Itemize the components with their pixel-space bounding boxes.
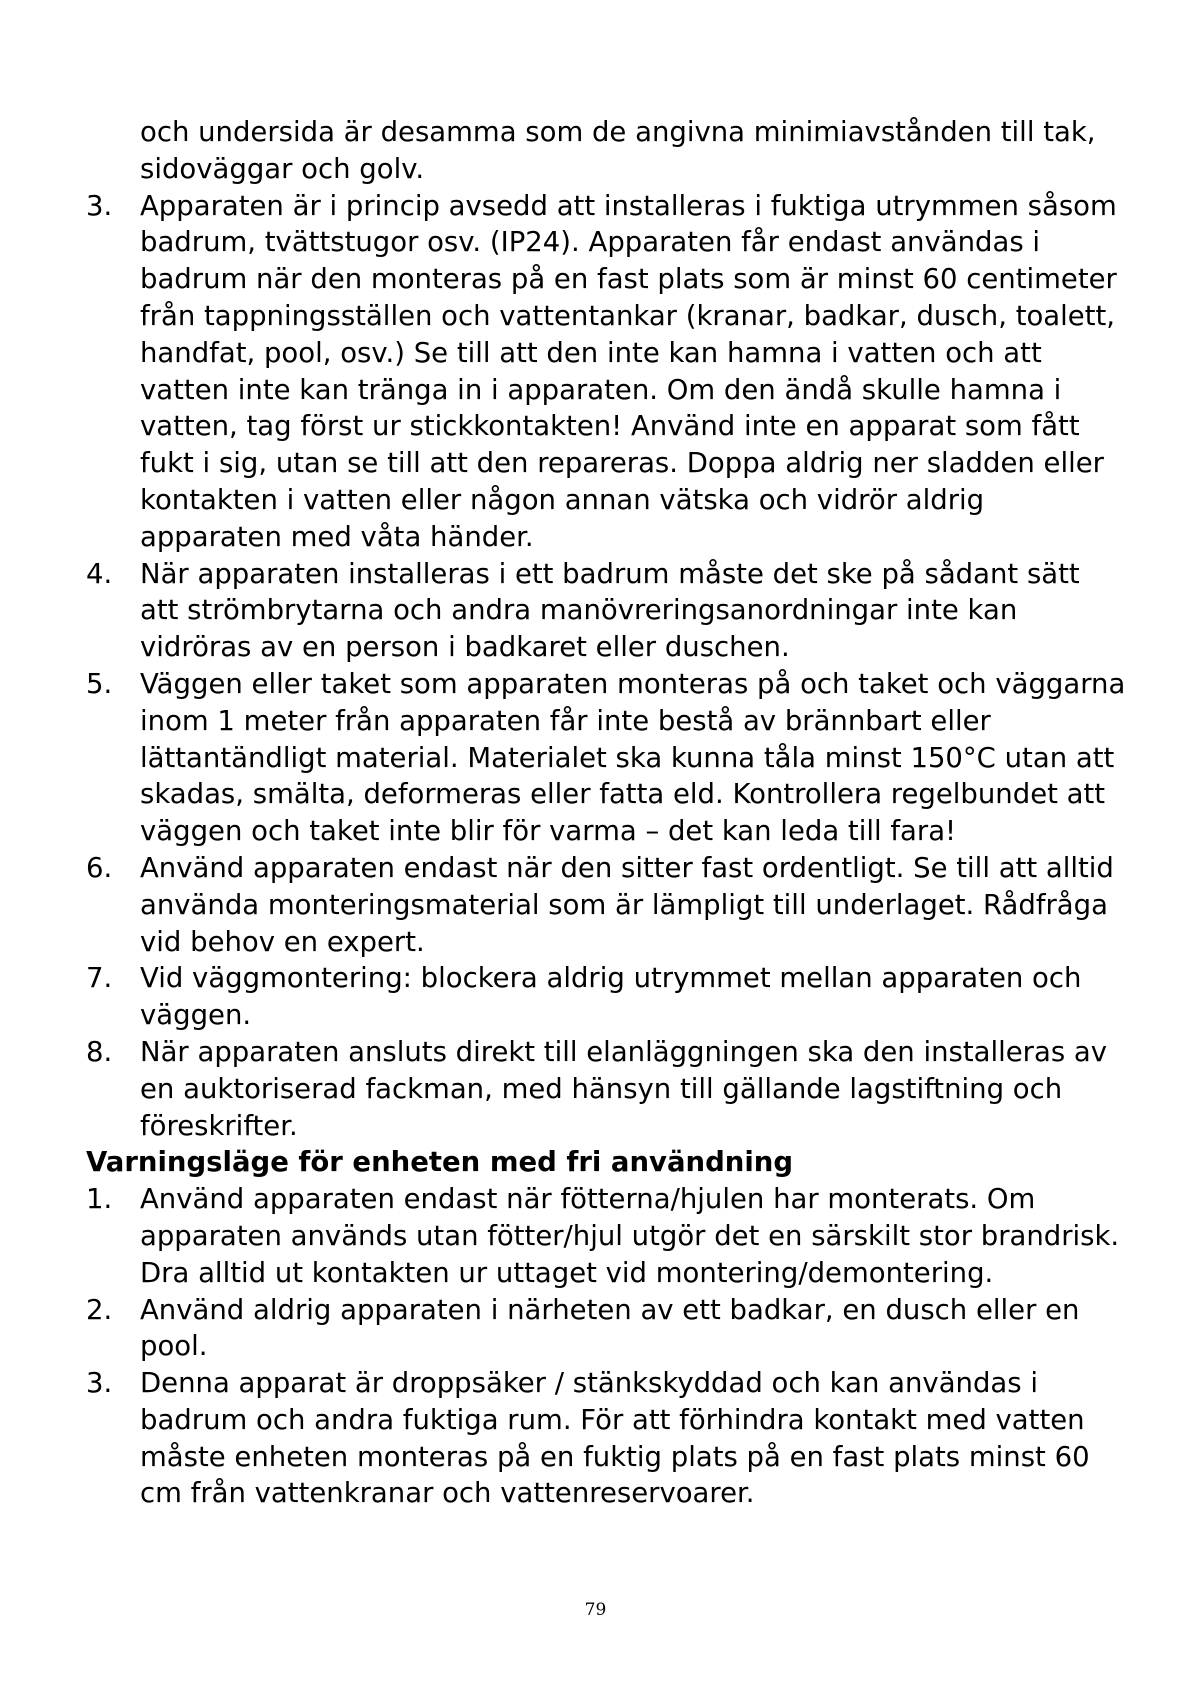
item-number: 7. xyxy=(86,962,113,995)
list-item xyxy=(86,1365,1126,1512)
item-text: Denna apparat är droppsäker / stänkskyddad och kan användas i badrum och andra fuktiga rum. För att förhindra kontakt med vatten måste enheten monteras på en fuktig plats på en fast plats minst 60 cm från vattenkranar och vattenreservoarer. xyxy=(140,1367,1090,1510)
continuation-paragraph: och undersida är desamma som de angivna minimiavstånden till tak, sidoväggar och golv. xyxy=(140,116,1096,185)
item-number: 5. xyxy=(86,667,113,700)
list-item xyxy=(86,1181,1126,1291)
item-text: Använd aldrig apparaten i närheten av ett badkar, en dusch eller en pool. xyxy=(140,1293,1080,1363)
item-number: 8. xyxy=(86,1035,113,1068)
item-text: Väggen eller taket som apparaten monteras på och taket och väggarna inom 1 meter från apparaten får inte bestå av brännbart eller lättantändligt material. Materialet ska kunna tåla minst 150°C utan att skadas, smälta, deformeras eller fatta eld. Kontrollera regelbundet att väggen och taket inte blir för varma – det kan leda till fara! xyxy=(140,667,1126,848)
list-item xyxy=(86,666,1126,850)
item-number: 3. xyxy=(86,1367,113,1400)
free-standing-warning-list xyxy=(86,1181,1126,1512)
item-text: När apparaten installeras i ett badrum måste det ske på sådant sätt att strömbrytarna och andra manövreringsanordningar inte kan vidröras av en person i badkaret eller duschen. xyxy=(140,557,1080,664)
item-text: Använd apparaten endast när fötterna/hjulen har monterats. Om apparaten används utan fötter/hjul utgör det en särskilt stor brandrisk. Dra alltid ut kontakten ur uttaget vid montering/demontering. xyxy=(140,1183,1120,1289)
section-heading: Varningsläge för enheten med fri användning xyxy=(86,1146,794,1179)
page-content xyxy=(86,114,1126,1512)
item-text: När apparaten ansluts direkt till elanläggningen ska den installeras av en auktoriserad fackman, med hänsyn till gällande lagstiftning och föreskrifter. xyxy=(140,1035,1108,1142)
list-item xyxy=(86,1292,1126,1366)
list-item xyxy=(86,1034,1126,1144)
list-item xyxy=(86,960,1126,1034)
item-number: 6. xyxy=(86,851,113,884)
list-item xyxy=(86,850,1126,960)
item-number: 1. xyxy=(86,1183,113,1216)
item-number: 2. xyxy=(86,1293,113,1326)
item-text: Vid väggmontering: blockera aldrig utrymmet mellan apparaten och väggen. xyxy=(140,962,1082,1032)
installation-list xyxy=(86,188,1126,1145)
page-number: 79 xyxy=(584,1600,607,1620)
item-text: Använd apparaten endast när den sitter fast ordentligt. Se till att alltid använda monteringsmaterial som är lämpligt till underlaget. Rådfråga vid behov en expert. xyxy=(140,851,1114,958)
item-text: Apparaten är i princip avsedd att installeras i fuktiga utrymmen såsom badrum, tvättstugor osv. (IP24). Apparaten får endast användas i badrum när den monteras på en fast plats som är minst 60 centimeter från tappningsställen och vattentankar (kranar, badkar, dusch, toalett, handfat, pool, osv.) Se till att den inte kan hamna i vatten och att vatten inte kan tränga in i apparaten. Om den ändå skulle hamna i vatten, tag först ur stickkontakten! Använd inte en apparat som fått fukt i sig, utan se till att den repareras. Doppa aldrig ner sladden eller kontakten i vatten eller någon annan vätska och vidrör aldrig apparaten med våta händer. xyxy=(140,189,1117,553)
item-number: 4. xyxy=(86,557,113,590)
list-item xyxy=(86,188,1126,556)
list-item xyxy=(86,556,1126,666)
item-number: 3. xyxy=(86,189,113,222)
